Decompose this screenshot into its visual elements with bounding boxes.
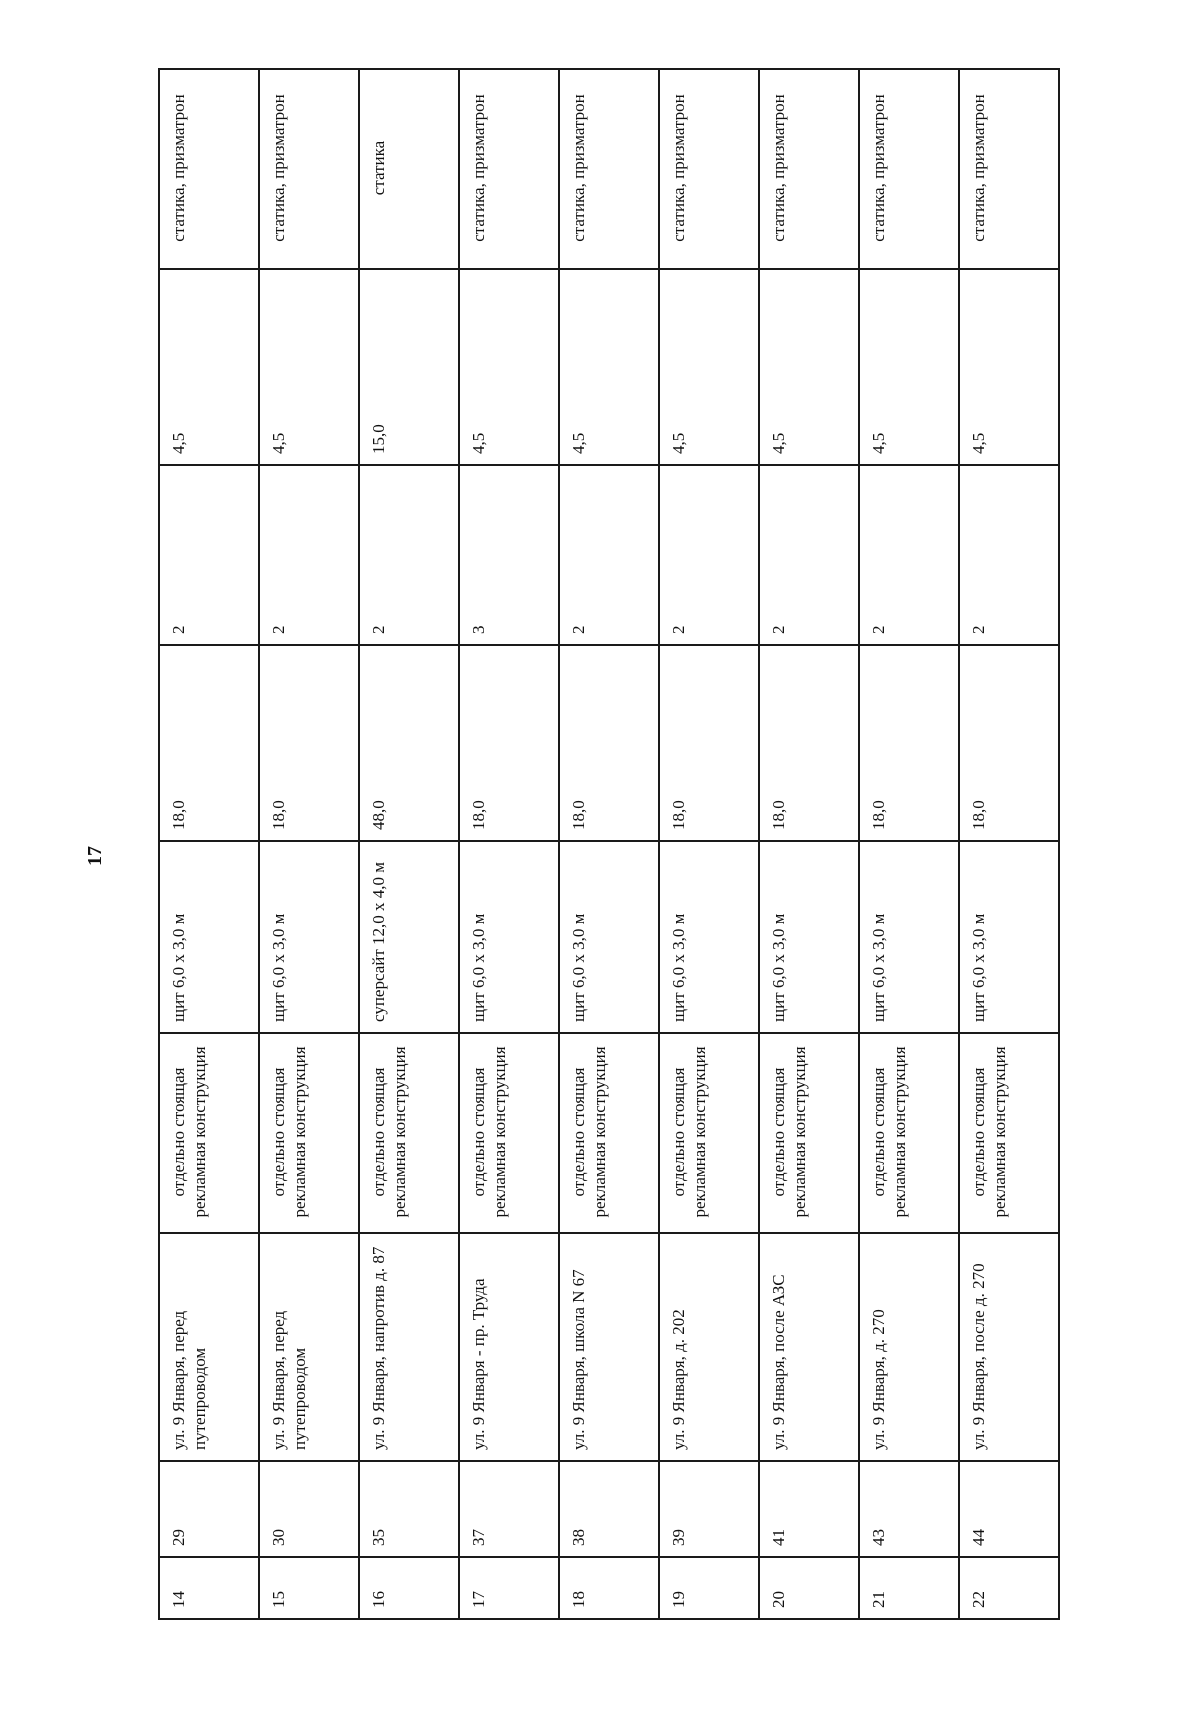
structure-number-cell: 39 xyxy=(659,1461,759,1557)
structure-type-cell: отдельно стоящая рекламная конструкция xyxy=(459,1033,559,1233)
address-cell: ул. 9 Января, перед путепроводом xyxy=(259,1233,359,1461)
total-cell: 4,5 xyxy=(859,269,959,465)
display-kind-cell: статика, призматрон xyxy=(859,69,959,269)
structure-size-cell: щит 6,0 х 3,0 м xyxy=(759,841,859,1033)
row-number-cell: 21 xyxy=(859,1557,959,1619)
sides-cell: 2 xyxy=(359,465,459,645)
row-number-cell: 20 xyxy=(759,1557,859,1619)
sides-cell: 2 xyxy=(159,465,259,645)
area-cell: 18,0 xyxy=(659,645,759,841)
display-kind-cell: статика, призматрон xyxy=(659,69,759,269)
structure-size-cell: щит 6,0 х 3,0 м xyxy=(159,841,259,1033)
area-cell: 18,0 xyxy=(159,645,259,841)
total-cell: 4,5 xyxy=(159,269,259,465)
structure-type-cell: отдельно стоящая рекламная конструкция xyxy=(859,1033,959,1233)
total-cell: 4,5 xyxy=(659,269,759,465)
structure-type-cell: отдельно стоящая рекламная конструкция xyxy=(359,1033,459,1233)
structure-number-cell: 35 xyxy=(359,1461,459,1557)
display-kind-cell: статика, призматрон xyxy=(259,69,359,269)
display-kind-cell: статика, призматрон xyxy=(559,69,659,269)
row-number-cell: 19 xyxy=(659,1557,759,1619)
structure-type-cell: отдельно стоящая рекламная конструкция xyxy=(159,1033,259,1233)
total-cell: 4,5 xyxy=(559,269,659,465)
sides-cell: 3 xyxy=(459,465,559,645)
sides-cell: 2 xyxy=(659,465,759,645)
structure-number-cell: 43 xyxy=(859,1461,959,1557)
structure-number-cell: 38 xyxy=(559,1461,659,1557)
structure-size-cell: щит 6,0 х 3,0 м xyxy=(859,841,959,1033)
display-kind-cell: статика, призматрон xyxy=(159,69,259,269)
structure-number-cell: 37 xyxy=(459,1461,559,1557)
sides-cell: 2 xyxy=(859,465,959,645)
address-cell: ул. 9 Января, д. 270 xyxy=(859,1233,959,1461)
address-cell: ул. 9 Января, после д. 270 xyxy=(959,1233,1059,1461)
area-cell: 18,0 xyxy=(559,645,659,841)
structure-size-cell: щит 6,0 х 3,0 м xyxy=(959,841,1059,1033)
address-cell: ул. 9 Января, напротив д. 87 xyxy=(359,1233,459,1461)
total-cell: 4,5 xyxy=(259,269,359,465)
structure-size-cell: суперсайт 12,0 х 4,0 м xyxy=(359,841,459,1033)
row-number-cell: 22 xyxy=(959,1557,1059,1619)
structure-type-cell: отдельно стоящая рекламная конструкция xyxy=(959,1033,1059,1233)
area-cell: 18,0 xyxy=(859,645,959,841)
table-row xyxy=(859,69,959,1619)
table-row xyxy=(359,69,459,1619)
structure-type-cell: отдельно стоящая рекламная конструкция xyxy=(759,1033,859,1233)
table-row xyxy=(659,69,759,1619)
total-cell: 4,5 xyxy=(759,269,859,465)
structure-number-cell: 30 xyxy=(259,1461,359,1557)
sides-cell: 2 xyxy=(759,465,859,645)
row-number-cell: 14 xyxy=(159,1557,259,1619)
table-row xyxy=(559,69,659,1619)
advertising-structures-table xyxy=(158,68,1060,1620)
display-kind-cell: статика, призматрон xyxy=(959,69,1059,269)
row-number-cell: 16 xyxy=(359,1557,459,1619)
area-cell: 48,0 xyxy=(359,645,459,841)
area-cell: 18,0 xyxy=(959,645,1059,841)
table-body xyxy=(159,69,1059,1619)
sides-cell: 2 xyxy=(259,465,359,645)
area-cell: 18,0 xyxy=(759,645,859,841)
display-kind-cell: статика, призматрон xyxy=(459,69,559,269)
structure-size-cell: щит 6,0 х 3,0 м xyxy=(659,841,759,1033)
address-cell: ул. 9 Января, после АЗС xyxy=(759,1233,859,1461)
row-number-cell: 15 xyxy=(259,1557,359,1619)
row-number-cell: 17 xyxy=(459,1557,559,1619)
address-cell: ул. 9 Января, перед путепроводом xyxy=(159,1233,259,1461)
address-cell: ул. 9 Января, школа N 67 xyxy=(559,1233,659,1461)
table-row xyxy=(159,69,259,1619)
area-cell: 18,0 xyxy=(459,645,559,841)
page-number: 17 xyxy=(84,846,106,866)
table-row xyxy=(959,69,1059,1619)
structure-type-cell: отдельно стоящая рекламная конструкция xyxy=(659,1033,759,1233)
structure-number-cell: 44 xyxy=(959,1461,1059,1557)
total-cell: 4,5 xyxy=(959,269,1059,465)
address-cell: ул. 9 Января - пр. Труда xyxy=(459,1233,559,1461)
sides-cell: 2 xyxy=(559,465,659,645)
structure-type-cell: отдельно стоящая рекламная конструкция xyxy=(259,1033,359,1233)
display-kind-cell: статика, призматрон xyxy=(759,69,859,269)
structure-type-cell: отдельно стоящая рекламная конструкция xyxy=(559,1033,659,1233)
address-cell: ул. 9 Января, д. 202 xyxy=(659,1233,759,1461)
structure-size-cell: щит 6,0 х 3,0 м xyxy=(559,841,659,1033)
display-kind-cell: статика xyxy=(359,69,459,269)
structure-number-cell: 41 xyxy=(759,1461,859,1557)
sides-cell: 2 xyxy=(959,465,1059,645)
total-cell: 15,0 xyxy=(359,269,459,465)
total-cell: 4,5 xyxy=(459,269,559,465)
table-row xyxy=(259,69,359,1619)
structure-number-cell: 29 xyxy=(159,1461,259,1557)
structure-size-cell: щит 6,0 х 3,0 м xyxy=(259,841,359,1033)
structure-size-cell: щит 6,0 х 3,0 м xyxy=(459,841,559,1033)
row-number-cell: 18 xyxy=(559,1557,659,1619)
area-cell: 18,0 xyxy=(259,645,359,841)
table-row xyxy=(459,69,559,1619)
table-row xyxy=(759,69,859,1619)
